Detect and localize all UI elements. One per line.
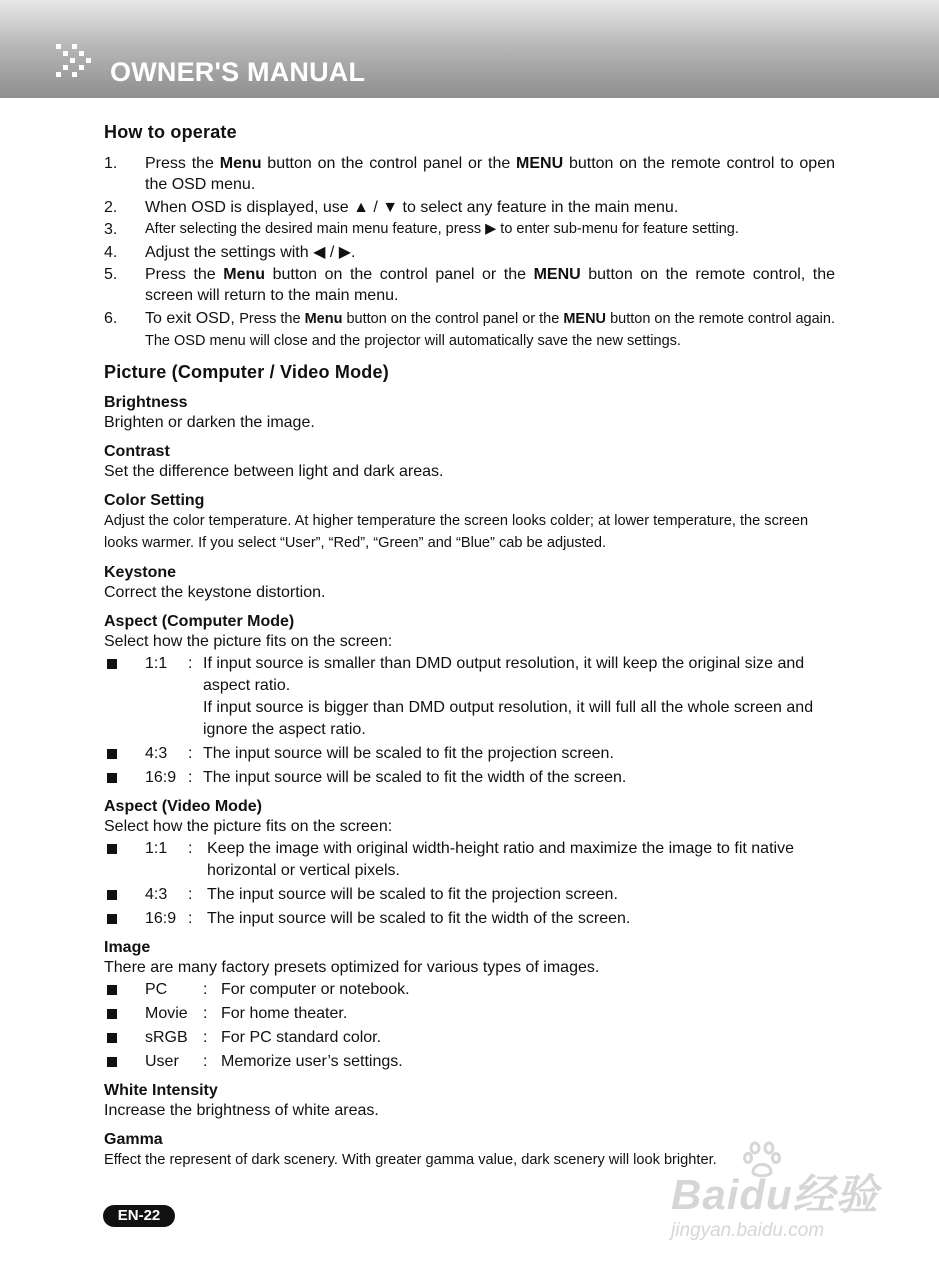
square-bullet-icon (104, 884, 145, 906)
step-6: 6. To exit OSD, Press the Menu button on the control panel or the MENU button on the remote control again. The OSD menu will close and the projector will automatically save the new settings. (104, 309, 835, 349)
image-heading: Image (104, 938, 151, 956)
step-3: 3. After selecting the desired main menu feature, press ▶ to enter sub-menu for feature setting. (104, 221, 739, 238)
watermark-brand: Baidu经验 (671, 1171, 879, 1218)
aspect-video-desc: Select how the picture fits on the screen: (104, 817, 393, 835)
square-bullet-icon (104, 767, 145, 789)
keystone-heading: Keystone (104, 563, 177, 581)
brightness-heading: Brightness (104, 393, 188, 411)
gamma-heading: Gamma (104, 1130, 163, 1148)
list-item: 16:9 : The input source will be scaled to fit the width of the screen. (104, 767, 835, 789)
watermark (665, 1140, 895, 1250)
square-bullet-icon (104, 1003, 145, 1025)
header-banner (0, 0, 939, 98)
step-1: 1. Press the Menu button on the control panel or the MENU button on the remote control to open the OSD menu. (104, 155, 835, 193)
aspect-computer-heading: Aspect (Computer Mode) (104, 612, 295, 630)
manual-title: OWNER'S MANUAL (110, 57, 366, 87)
list-item: Movie : For home theater. (104, 1003, 835, 1025)
list-item: 1:1 : If input source is smaller than DMD output resolution, it will keep the original size and aspect ratio. If input source is bigger than DMD output resolution, it will full all the whole screen and ignore the aspect ratio. (104, 653, 835, 741)
gamma-desc: Effect the represent of dark scenery. With greater gamma value, dark scenery will look brighter. (104, 1151, 717, 1168)
operation-steps (104, 153, 835, 352)
color-setting-heading: Color Setting (104, 491, 205, 509)
list-item: User : Memorize user’s settings. (104, 1051, 835, 1073)
list-item: 4:3 : The input source will be scaled to fit the projection screen. (104, 743, 835, 765)
aspect-computer-desc: Select how the picture fits on the screen: (104, 632, 393, 650)
list-item: PC : For computer or notebook. (104, 979, 835, 1001)
color-setting-desc: Adjust the color temperature. At higher temperature the screen looks colder; at lower temperature, the screen looks warmer. If you select “User”, “Red”, “Green” and “Blue” cab be adjusted. (104, 512, 809, 551)
white-intensity-heading: White Intensity (104, 1081, 218, 1099)
list-item: 1:1 : Keep the image with original width-height ratio and maximize the image to fit native horizontal or vertical pixels. (104, 838, 835, 882)
white-intensity-desc: Increase the brightness of white areas. (104, 1101, 379, 1119)
image-desc: There are many factory presets optimized for various types of images. (104, 958, 600, 976)
step-5: 5. Press the Menu button on the control panel or the MENU button on the remote control, the screen will return to the main menu. (104, 266, 836, 304)
list-item: 16:9 : The input source will be scaled to fit the width of the screen. (104, 908, 835, 930)
square-bullet-icon (104, 653, 145, 741)
aspect-video-heading: Aspect (Video Mode) (104, 797, 262, 815)
page-content (104, 122, 835, 1171)
list-item: sRGB : For PC standard color. (104, 1027, 835, 1049)
square-bullet-icon (104, 1027, 145, 1049)
brightness-desc: Brighten or darken the image. (104, 413, 315, 431)
square-bullet-icon (104, 1051, 145, 1073)
square-bullet-icon (104, 838, 145, 882)
keystone-desc: Correct the keystone distortion. (104, 583, 326, 601)
double-chevron-icon (54, 42, 100, 82)
step-4: 4. Adjust the settings with ◀ / ▶. (104, 243, 356, 261)
square-bullet-icon (104, 908, 145, 930)
watermark-url: jingyan.baidu.com (671, 1220, 825, 1241)
square-bullet-icon (104, 979, 145, 1001)
section-title-how-to-operate: How to operate (104, 122, 237, 142)
contrast-heading: Contrast (104, 442, 170, 460)
section-title-picture: Picture (Computer / Video Mode) (104, 361, 389, 382)
step-2: 2. When OSD is displayed, use ▲ / ▼ to select any feature in the main menu. (104, 198, 679, 216)
contrast-desc: Set the difference between light and dark areas. (104, 462, 444, 480)
page-number-badge: EN-22 (103, 1205, 175, 1227)
list-item: 4:3 : The input source will be scaled to fit the projection screen. (104, 884, 835, 906)
square-bullet-icon (104, 743, 145, 765)
